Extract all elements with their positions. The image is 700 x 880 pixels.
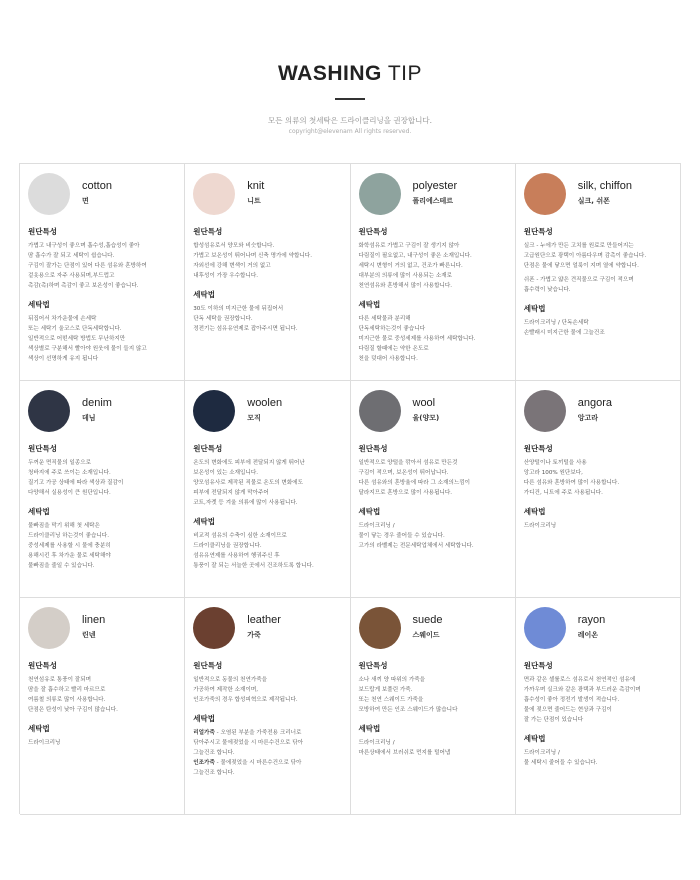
- property-text: 두꺼운 면직물의 일종으로 청바지에 주로 쓰이는 소재입니다. 질기고 가공 상태에 따라 색상과 질감이 다양해서 실용성이 큰 원단입니다.: [28, 460, 124, 496]
- property-heading: 원단특성: [28, 227, 57, 236]
- fabric-name-ko: 폴리에스테르: [412, 197, 454, 205]
- fabric-swatch: [193, 173, 235, 215]
- fabric-description: [524, 660, 674, 768]
- washing-text: 드라이크리닝 / 마른상태에서 브러쉬로 먼지를 털어냅: [358, 740, 451, 756]
- property-heading: 원단특성: [523, 444, 553, 453]
- washing-text: 드라이크리닝: [28, 740, 61, 746]
- fabric-description: [28, 660, 178, 748]
- fabric-card-rayon: [516, 598, 681, 815]
- fabric-swatch: [359, 173, 401, 215]
- fabric-name-en: polyester: [412, 180, 458, 192]
- property-heading: 원단특성: [193, 227, 223, 236]
- page-title: WASHING TIP: [278, 62, 422, 85]
- fabric-name-en: denim: [82, 397, 112, 409]
- washing-heading: 세탁법: [523, 734, 546, 743]
- fabric-card-linen: [20, 598, 185, 815]
- fabric-swatch: [524, 390, 566, 432]
- property-text: 화학섬유로 가볍고 구김이 잘 생기지 않아 다림질이 필요없고, 내구성이 좋은 소재입니다. 세탁시 변형이 거의 없고, 건조가 빠른니다. 대부분의 의류에 많이 사용되는 소재로 천연섬유와 혼방해서 많이 사용합니다.: [358, 243, 472, 289]
- property-heading: 원단특성: [523, 227, 553, 236]
- property-text: 합성섬유로서 양모와 비슷합니다. 가볍고 보온성이 뛰어나며 신축 명가에 약합니다. 자외선에 강해 변색이 거의 없고 내후성이 가장 우수합니다.: [193, 243, 312, 279]
- property-text: 산양털이나 토끼털을 사용 앙고라 100% 원단보다, 다른 섬유와 혼방하여 많이 사용합니다. 가디건, 니트에 주로 사용됩니다.: [523, 460, 620, 496]
- fabric-description: [193, 660, 343, 778]
- washing-text: 다른 세탁물과 분리해 단독세탁하는것이 좋습니다 미지근한 물로 중성세제를 사용하여 세탁합니다. 다림질 할때에는 약한 온도로 천을 덧대어 사용합니다.: [358, 316, 476, 362]
- fabric-name-en: leather: [247, 614, 281, 626]
- fabric-swatch: [193, 607, 235, 649]
- fabric-name-ko: 스웨이드: [412, 631, 440, 639]
- fabric-card-angora: [516, 381, 681, 598]
- fabric-card-knit: [185, 164, 350, 381]
- property-text: 일반적으로 동물의 천연가죽을 가공하여 제작한 소재이며, 인조가죽의 경우 합성피혁으로 제작됩니다.: [193, 677, 298, 703]
- washing-text-real-leather: 리얼가죽 - 오염된 부분을 가죽전용 크리너로 닦아주시고 물에젖었을 시 마른수건으로 닦아 그늘건조 합니다.: [193, 730, 304, 756]
- property-text: 실크 - 누에가 만든 고치를 원료로 만들어지는 고급원단으로 광택이 아름다우며 감촉이 좋습니다. 단점은 물에 닿으면 얼룩이 지며 열에 약합니다.: [523, 243, 647, 269]
- copyright-text: copyright@elevenam All rights reserved.: [288, 128, 412, 135]
- fabric-swatch: [359, 607, 401, 649]
- fabric-name-en: cotton: [82, 180, 112, 192]
- fabric-description: [193, 226, 343, 334]
- washing-heading: 세탁법: [193, 517, 215, 526]
- fabric-card-polyester: [351, 164, 516, 381]
- property-text: 가볍고 내구성이 좋으며 흡수성,흡습성이 좋아 땀 흡수가 잘 되고 세탁이 쉽습니다. 구김이 잘가는 단점이 있어 다른 섬유와 혼방하여 겉옷용으로 자주 사용되며,부드럽고 촉감(촉)하며 촉감이 좋고 보온성이 좋습니다.: [28, 243, 147, 289]
- property-heading: 원단특성: [193, 661, 223, 670]
- property-text: 면과 같은 셀룰로스 섬유로서 천연적인 섬유에 가까우며 실크와 같은 광택과 부드러운 촉감이며 흡수성이 좋아 정전기 발생이 적습니다. 물에 젖으면 줄어드는 현상과 구김이 잘 가는 단점이 있습니다: [523, 677, 641, 723]
- fabric-name-ko: 실크, 쉬폰: [577, 197, 610, 205]
- fabric-swatch: [28, 173, 70, 215]
- page-subtitle: 모든 의류의 첫세탁은 드라이클리닝을 권장합니다.: [267, 116, 433, 125]
- property-text: 일반적으로 양털을 깎아서 섬유로 만든것 구김이 적으며, 보온성이 뛰어납니다. 다른 섬유와의 혼방율에 따라 그 소재의느낌이 달라지므로 혼방으로 많이 사용됩니다.: [358, 460, 471, 496]
- washing-text: 드라이크리닝 / 물이 닿는 경우 줄어들 수 있습니다. 고가의 라벨제는 전문세탁업체에서 세탁합니다.: [358, 523, 474, 549]
- fabric-name-en: suede: [412, 614, 443, 626]
- property-heading: 원단특성: [358, 661, 388, 670]
- washing-heading: 세탁법: [28, 507, 50, 516]
- washing-heading: 세탁법: [28, 724, 50, 733]
- fabric-name-en: rayon: [577, 614, 606, 626]
- fabric-description: [359, 443, 509, 551]
- property-heading: 원단특성: [28, 661, 57, 670]
- fabric-card-suede: [351, 598, 516, 815]
- washing-text: 드라이크리닝: [523, 523, 557, 529]
- washing-heading: 세탁법: [193, 290, 215, 299]
- washing-text: 물빠짐을 막기 위해 첫 세탁은 드라이클리닝 하는것이 좋습니다. 중성세제를 사용할 시 물에 충분히 용해시킨 후 차가운 물로 세탁해야 물빠짐을 줄일 수 있습니다.: [28, 523, 111, 569]
- property-heading: 원단특성: [28, 444, 57, 453]
- fabric-description: [193, 443, 343, 571]
- fabric-swatch: [524, 607, 566, 649]
- fabric-name-ko: 가죽: [247, 631, 261, 639]
- fabric-card-leather: [185, 598, 350, 815]
- fabric-swatch: [28, 607, 70, 649]
- washing-text: 드라이크리닝 / 물 세탁시 줄어들 수 있습니다.: [523, 750, 598, 766]
- washing-text: 드라이크리닝 / 단독손세탁 손빨래시 미지근한 물에 그늘건조: [523, 320, 605, 336]
- washing-heading: 세탁법: [28, 300, 50, 309]
- property-heading: 원단특성: [523, 661, 553, 670]
- fabric-name-en: knit: [247, 180, 265, 192]
- fabric-card-woolen: [185, 381, 350, 598]
- fabric-card-silk-chiffon: [516, 164, 681, 381]
- title-divider: [335, 98, 365, 100]
- fabric-name-ko: 레이온: [577, 631, 599, 639]
- property-text: 온도의 변화에도 피부에 전달되지 않게 뛰어난 보온성이 있는 소재입니다. 양모섬유사로 제작된 직물로 온도의 변화에도 피부에 전달되지 않게 막아주어 코트,자켓 등 겨울 의류에 많이 사용됩니다.: [193, 460, 305, 506]
- property-heading: 원단특성: [358, 444, 388, 453]
- washing-heading: 세탁법: [523, 507, 546, 516]
- fabric-description: [28, 226, 178, 364]
- fabric-name-ko: 울(양모): [412, 414, 440, 422]
- washing-text: 비교적 섬유의 수축이 심한 소재이므로 드라이클리닝을 권장합니다. 섬유유연제를 사용하여 헹궈주신 후 통풍이 잘 되는 서늘한 곳에서 건조하도록 합니다.: [193, 533, 314, 569]
- fabric-name-en: wool: [412, 397, 436, 409]
- fabric-swatch: [28, 390, 70, 432]
- fabric-name-ko: 모직: [247, 414, 261, 422]
- property-text-secondary: 쉬폰 - 가볍고 얇은 견직물으로 구김이 적으며 흡수력이 낮습니다.: [523, 277, 634, 293]
- property-text: 천연섬유로 통풍이 잘되며 땀을 잘 흡수하고 빨리 마르므로 여름철 의류로 많이 사용합니다. 단점은 탄성이 낮아 구김이 많습니다.: [28, 677, 118, 713]
- fabric-card-denim: [20, 381, 185, 598]
- fabric-grid: [19, 163, 681, 814]
- fabric-name-ko: 면: [82, 197, 89, 205]
- fabric-description: [524, 226, 674, 338]
- washing-heading: 세탁법: [523, 304, 546, 313]
- fabric-name-ko: 앙고라: [577, 414, 599, 422]
- washing-text-faux-leather: 인조가죽 - 물에젖었을 시 마른수건으로 닦아 그늘건조 합니다.: [193, 760, 302, 776]
- washing-heading: 세탁법: [358, 507, 381, 516]
- fabric-description: [359, 226, 509, 364]
- washing-text: 뒤집어서 차가운물에 손세탁 또는 세탁기 울코스로 단독세탁합니다. 일반적으로 어떤세탁 방법도 무난하지만 색상별로 구분해서 빨아야 원웃에 물이 들지 않고 색상이 선명하게 유지 됩니다: [28, 316, 147, 362]
- fabric-swatch: [193, 390, 235, 432]
- fabric-name-ko: 니트: [247, 197, 261, 205]
- property-heading: 원단특성: [193, 444, 223, 453]
- fabric-name-en: silk, chiffon: [577, 180, 632, 192]
- washing-heading: 세탁법: [193, 714, 215, 723]
- fabric-description: [524, 443, 674, 531]
- property-heading: 원단특성: [358, 227, 388, 236]
- fabric-description: [359, 660, 509, 758]
- property-text: 소나 새끼 양 따위의 가죽을 보드랍게 보풀린 가죽. 또는 천연 스웨이드 가죽을 모방하여 만든 인조 스웨이드가 많습니다: [358, 677, 458, 713]
- fabric-name-en: woolen: [247, 397, 283, 409]
- fabric-swatch: [359, 390, 401, 432]
- washing-heading: 세탁법: [358, 724, 381, 733]
- washing-text: 30도 이하의 미지근한 물에 뒤집어서 단독 세탁을 권장합니다. 정전기는 섬유유연제로 잡아주시면 됩니다.: [193, 306, 298, 332]
- fabric-name-en: angora: [577, 397, 613, 409]
- fabric-name-ko: 린넨: [82, 631, 96, 639]
- fabric-card-wool: [351, 381, 516, 598]
- fabric-swatch: [524, 173, 566, 215]
- washing-heading: 세탁법: [358, 300, 381, 309]
- fabric-card-cotton: [20, 164, 185, 381]
- fabric-name-en: linen: [82, 614, 106, 626]
- fabric-description: [28, 443, 178, 571]
- fabric-name-ko: 데님: [82, 414, 96, 422]
